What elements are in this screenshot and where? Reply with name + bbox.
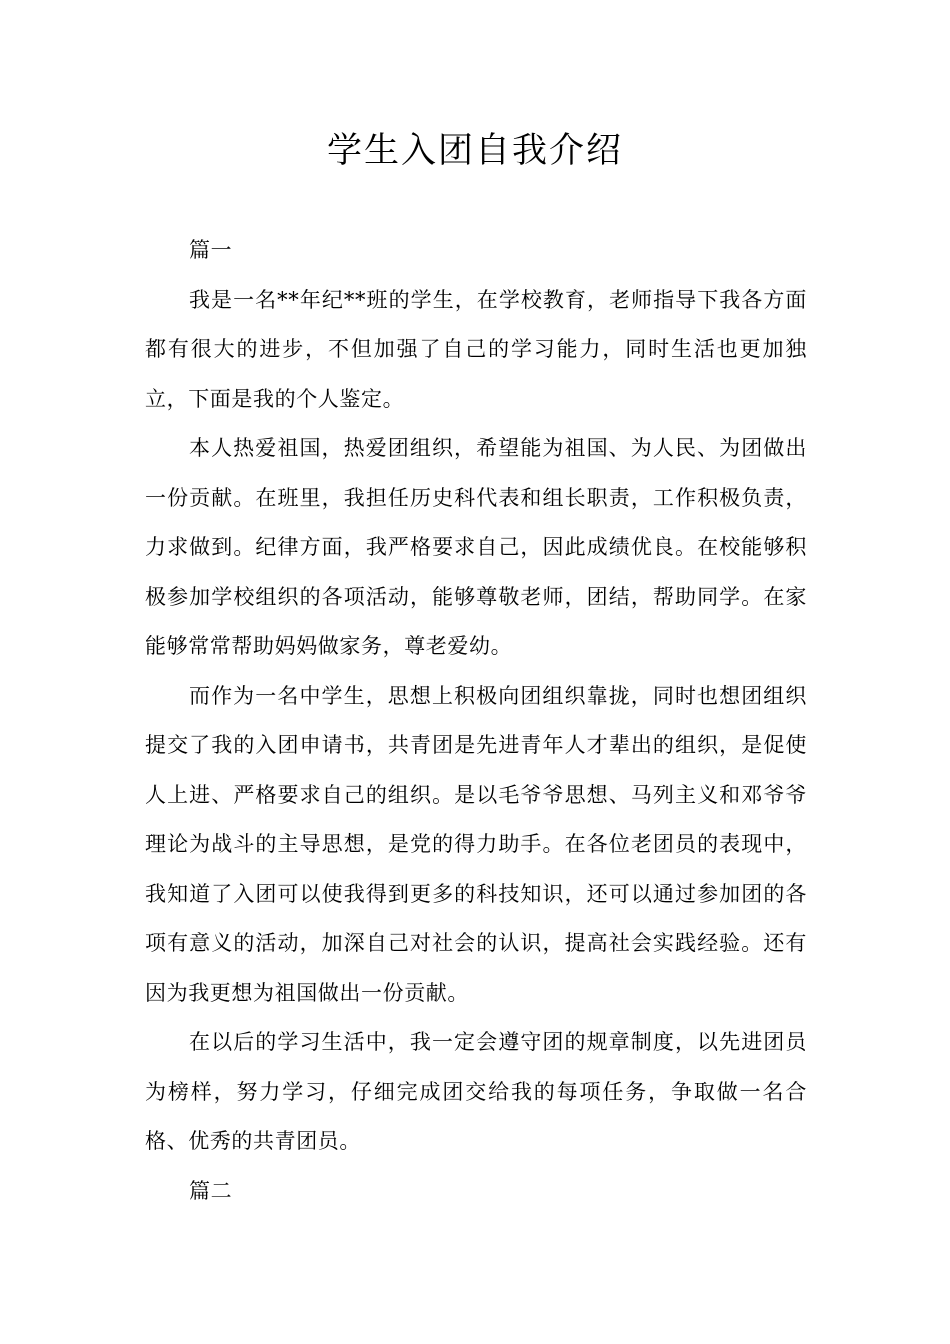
document-body (145, 226, 807, 1216)
document-title: 学生入团自我介绍 (326, 131, 623, 171)
paragraph-2: 本人热爱祖国，热爱团组织，希望能为祖国、为人民、为团做出一份贡献。在班里，我担任历史科代表和组长职责，工作积极负责，力求做到。纪律方面，我严格要求自己，因此成绩优良。在校能够积极参加学校组织的各项活动，能够尊敬老师，团结，帮助同学。在家能够常常帮助妈妈做家务，尊老爱幼。 (145, 436, 807, 658)
paragraph-3: 而作为一名中学生，思想上积极向团组织靠拢，同时也想团组织提交了我的入团申请书，共青团是先进青年人才辈出的组织，是促使人上进、严格要求自己的组织。是以毛爷爷思想、马列主义和邓爷爷理论为战斗的主导思想，是党的得力助手。在各位老团员的表现中，我知道了入团可以使我得到更多的科技知识，还可以通过参加团的各项有意义的活动，加深自己对社会的认识，提高社会实践经验。还有因为我更想为祖国做出一份贡献。 (145, 683, 807, 1005)
section-heading-2: 篇二 (189, 1178, 233, 1203)
paragraph-1: 我是一名**年纪**班的学生，在学校教育，老师指导下我各方面都有很大的进步，不但加强了自己的学习能力，同时生活也更加独立，下面是我的个人鉴定。 (145, 287, 807, 411)
section-heading-1: 篇一 (189, 238, 233, 262)
paragraph-4: 在以后的学习生活中，我一定会遵守团的规章制度，以先进团员为榜样，努力学习，仔细完成团交给我的每项任务，争取做一名合格、优秀的共青团员。 (145, 1030, 807, 1153)
